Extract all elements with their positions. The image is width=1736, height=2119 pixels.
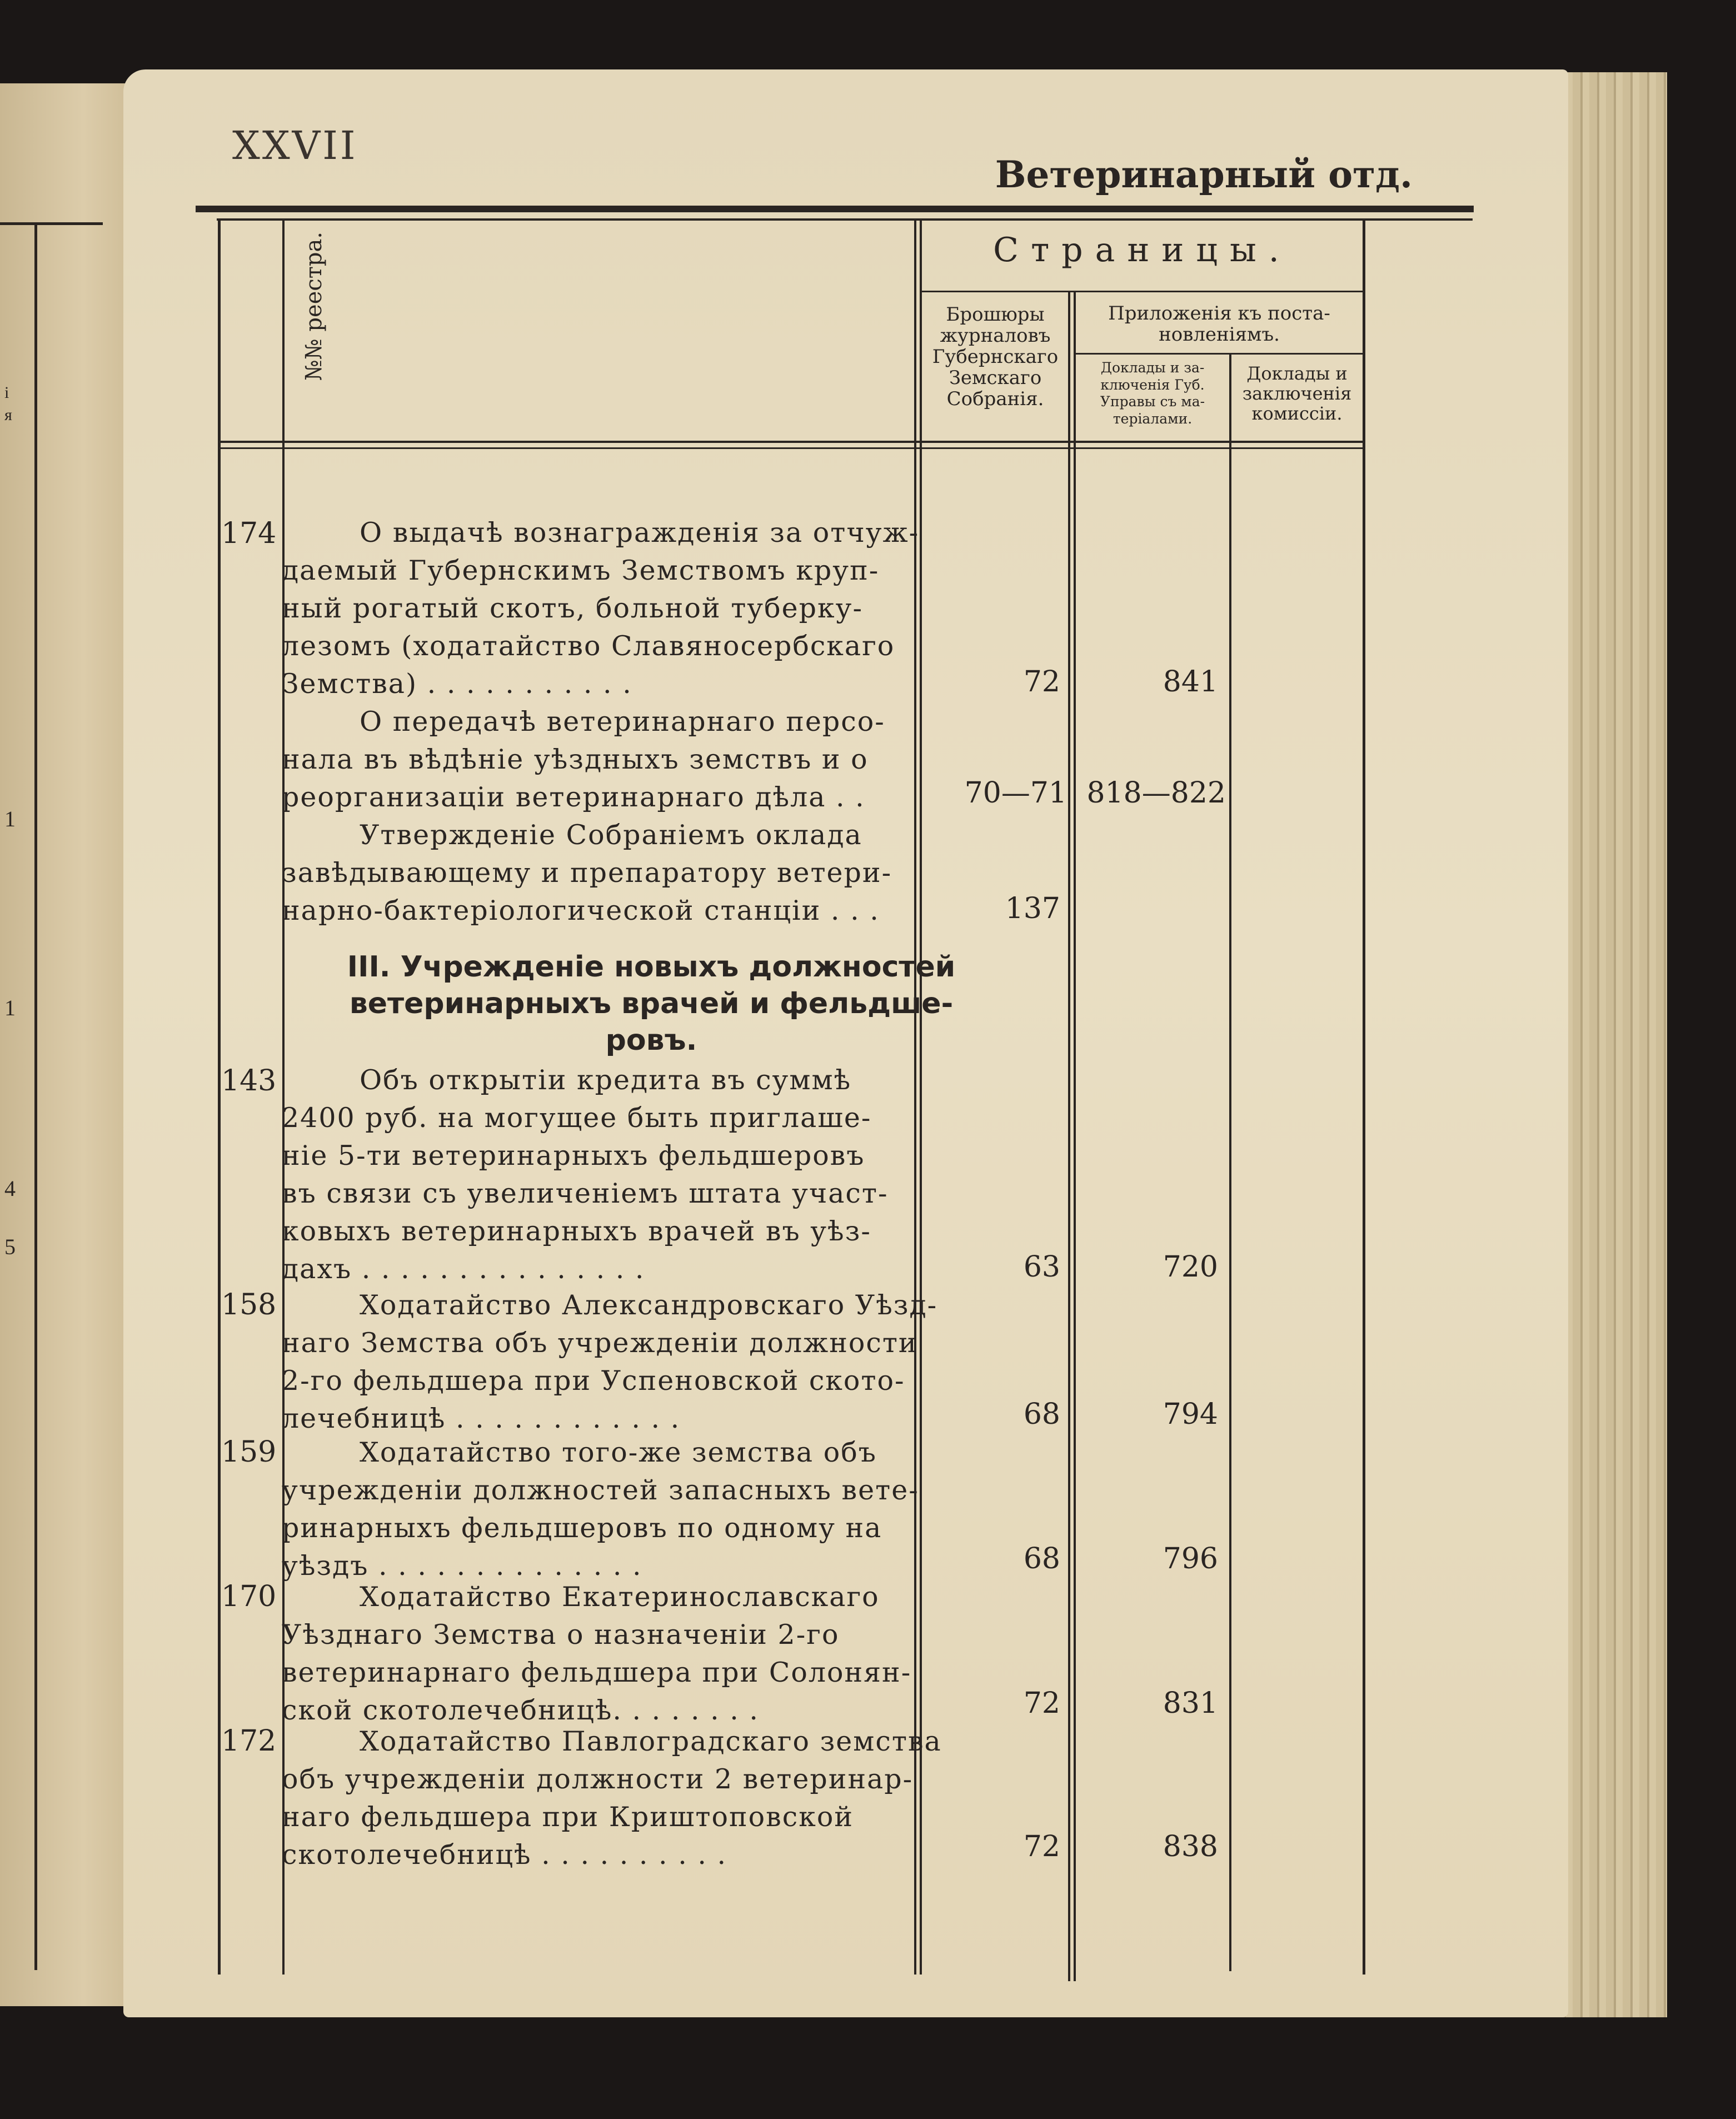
header-rule-pages <box>921 291 1363 292</box>
brochure-page: 72 <box>1023 1687 1060 1720</box>
left-page-fragment: 4 <box>4 1176 16 1201</box>
row-register-number: 158 <box>221 1288 277 1322</box>
brochure-page: 72 <box>1023 1830 1060 1863</box>
row-line-text: О передачѣ ветеринарнаго персо- <box>360 706 885 737</box>
register-column-header: №№ реестра. <box>301 231 327 381</box>
header-rule-appendix <box>1075 353 1363 355</box>
row-line <box>282 1287 1021 1324</box>
row-description <box>282 816 1021 930</box>
row-line-text: Объ открытіи кредита въ суммѣ <box>360 1064 852 1096</box>
column-divider-brochure-double <box>1074 292 1076 1981</box>
appendix-page: 841 <box>1163 665 1218 699</box>
row-line: учрежденіи должностей запасныхъ вете- <box>282 1474 919 1506</box>
row-line: 2400 руб. на могущее быть приглаше- <box>282 1102 872 1134</box>
brochure-page: 63 <box>1023 1250 1060 1284</box>
row-line <box>282 1434 1021 1472</box>
reports-uprava-header-line: ключенія Губ. <box>1100 376 1205 393</box>
row-line: нала въ вѣдѣніе уѣздныхъ земствъ и о <box>282 744 869 775</box>
row-line: въ связи съ увеличеніемъ штата участ- <box>282 1178 889 1209</box>
appendix-page: 794 <box>1163 1398 1218 1431</box>
row-line: 2-го фельдшера при Успеновской ското- <box>282 1365 905 1397</box>
brochures-header-line: журналовъ <box>940 325 1051 347</box>
brochure-page: 68 <box>1023 1398 1060 1431</box>
row-line: наго фельдшера при Криштоповской <box>282 1801 854 1833</box>
section-heading-line: ветеринарныхъ врачей и фельдше- <box>349 987 954 1020</box>
brochures-header-line: Собранія. <box>946 388 1044 411</box>
row-line: ветеринарнаго фельдшера при Солонян- <box>282 1657 912 1688</box>
row-line: уѣздъ . . . . . . . . . . . . . . <box>282 1550 642 1582</box>
section-heading-line: ровъ. <box>605 1024 697 1057</box>
row-line-text: О выдачѣ вознагражденія за отчуж- <box>360 517 920 549</box>
row-line: реорганизаціи ветеринарнаго дѣла . . <box>282 781 865 813</box>
row-register-number: 159 <box>221 1435 277 1469</box>
row-line: ковыхъ ветеринарныхъ врачей въ уѣз- <box>282 1215 871 1247</box>
row-line <box>282 514 1021 552</box>
table-border-right <box>1363 218 1365 1975</box>
reports-commission-header <box>1231 364 1363 423</box>
reports-uprava-header-line: теріалами. <box>1113 410 1193 427</box>
row-description <box>282 514 1021 703</box>
left-page-fragment: i <box>4 383 9 402</box>
row-line-text: Ходатайство Павлоградскаго земства <box>360 1726 942 1757</box>
brochure-page: 70—71 <box>964 776 1067 810</box>
header-bottom-rule-double <box>218 447 1363 449</box>
row-line-text: Ходатайство Екатеринославскаго <box>360 1581 880 1613</box>
left-page-fragment: я <box>4 406 12 424</box>
appendix-page: 720 <box>1163 1250 1218 1284</box>
brochures-header-line: Брошюры <box>946 303 1045 326</box>
header-bottom-rule <box>218 441 1363 443</box>
header-rule-thin <box>217 218 1473 221</box>
row-line: Земства) . . . . . . . . . . . <box>282 668 632 700</box>
column-divider-brochure <box>1068 292 1070 1981</box>
row-line: лечебницѣ . . . . . . . . . . . . <box>282 1403 681 1434</box>
document-page <box>123 69 1568 2017</box>
brochure-page: 137 <box>1005 892 1060 925</box>
row-description <box>282 1061 1021 1288</box>
appendices-header-line: новленіямъ. <box>1159 323 1280 346</box>
brochures-header-line: Губернскаго <box>932 346 1059 368</box>
reports-uprava-header <box>1076 360 1229 427</box>
reports-uprava-header-line: Доклады и за- <box>1100 360 1205 376</box>
section-title: Ветеринарный отд. <box>995 153 1413 196</box>
row-description <box>282 1723 1021 1874</box>
row-register-number: 174 <box>221 517 277 550</box>
reports-uprava-header-line: Управы съ ма- <box>1100 393 1205 410</box>
appendix-page: 818—822 <box>1086 776 1226 810</box>
row-line: объ учрежденіи должности 2 ветеринар- <box>282 1763 914 1795</box>
brochure-page: 72 <box>1023 665 1060 699</box>
brochures-header-line: Земскаго <box>949 367 1042 390</box>
appendix-page: 838 <box>1163 1830 1218 1863</box>
row-line: завѣдывающему и препаратору ветери- <box>282 857 892 889</box>
brochure-page: 68 <box>1023 1542 1060 1575</box>
row-line-text: Ходатайство Александровскаго Уѣзд- <box>360 1289 938 1321</box>
row-line <box>282 816 1021 854</box>
appendices-header <box>1076 303 1363 345</box>
pages-header: Страницы. <box>993 231 1291 270</box>
table-border-left <box>218 218 221 1975</box>
reports-commission-header-line: заключенія <box>1242 382 1352 404</box>
row-line <box>282 1061 1021 1099</box>
row-description <box>282 1434 1021 1585</box>
row-line: наго Земства объ учрежденіи должности <box>282 1327 918 1359</box>
row-line-text: Ходатайство того-же земства объ <box>360 1437 877 1468</box>
row-line: ный рогатый скотъ, больной туберку- <box>282 592 864 624</box>
row-line: лезомъ (ходатайство Славяносербскаго <box>282 630 895 662</box>
row-register-number: 172 <box>221 1724 277 1758</box>
row-description <box>282 1287 1021 1438</box>
row-line: скотолечебницѣ . . . . . . . . . . <box>282 1839 727 1871</box>
section-heading-line: III. Учрежденіе новыхъ должностей <box>347 950 956 984</box>
row-register-number: 143 <box>221 1064 277 1098</box>
row-description <box>282 1578 1021 1729</box>
reports-commission-header-line: Доклады и <box>1246 363 1348 384</box>
row-register-number: 170 <box>221 1580 277 1613</box>
left-page-column-line <box>34 225 37 1970</box>
row-line: ніе 5-ти ветеринарныхъ фельдшеровъ <box>282 1140 865 1171</box>
row-line: нарно-бактеріологической станціи . . . <box>282 895 880 926</box>
header-rule-thick <box>196 206 1474 212</box>
appendices-header-line: Приложенія къ поста- <box>1108 302 1330 325</box>
brochures-header <box>922 304 1068 410</box>
row-line: даемый Губернскимъ Земствомъ круп- <box>282 555 880 586</box>
left-page-fragment: 5 <box>4 1234 16 1259</box>
row-line: ринарныхъ фельдшеровъ по одному на <box>282 1512 882 1544</box>
row-line-text: Утвержденіе Собраніемъ оклада <box>360 819 862 851</box>
row-line <box>282 1723 1021 1761</box>
row-line: ской скотолечебницѣ. . . . . . . . <box>282 1694 760 1726</box>
appendix-page: 796 <box>1163 1542 1218 1575</box>
left-page-rule <box>0 222 103 225</box>
row-line: Уѣзднаго Земства о назначеніи 2-го <box>282 1619 840 1651</box>
row-line: дахъ . . . . . . . . . . . . . . . <box>282 1253 645 1285</box>
appendix-page: 831 <box>1163 1687 1218 1720</box>
page-number: XXVII <box>232 123 358 168</box>
left-page-fragment: 1 <box>4 995 16 1020</box>
row-line <box>282 1578 1021 1616</box>
reports-commission-header-line: комиссіи. <box>1251 402 1343 424</box>
left-page-fragment: 1 <box>4 806 16 831</box>
row-description <box>282 703 1021 816</box>
column-divider-appendix <box>1229 354 1231 1971</box>
row-line <box>282 703 1021 741</box>
section-heading <box>282 949 1021 1059</box>
